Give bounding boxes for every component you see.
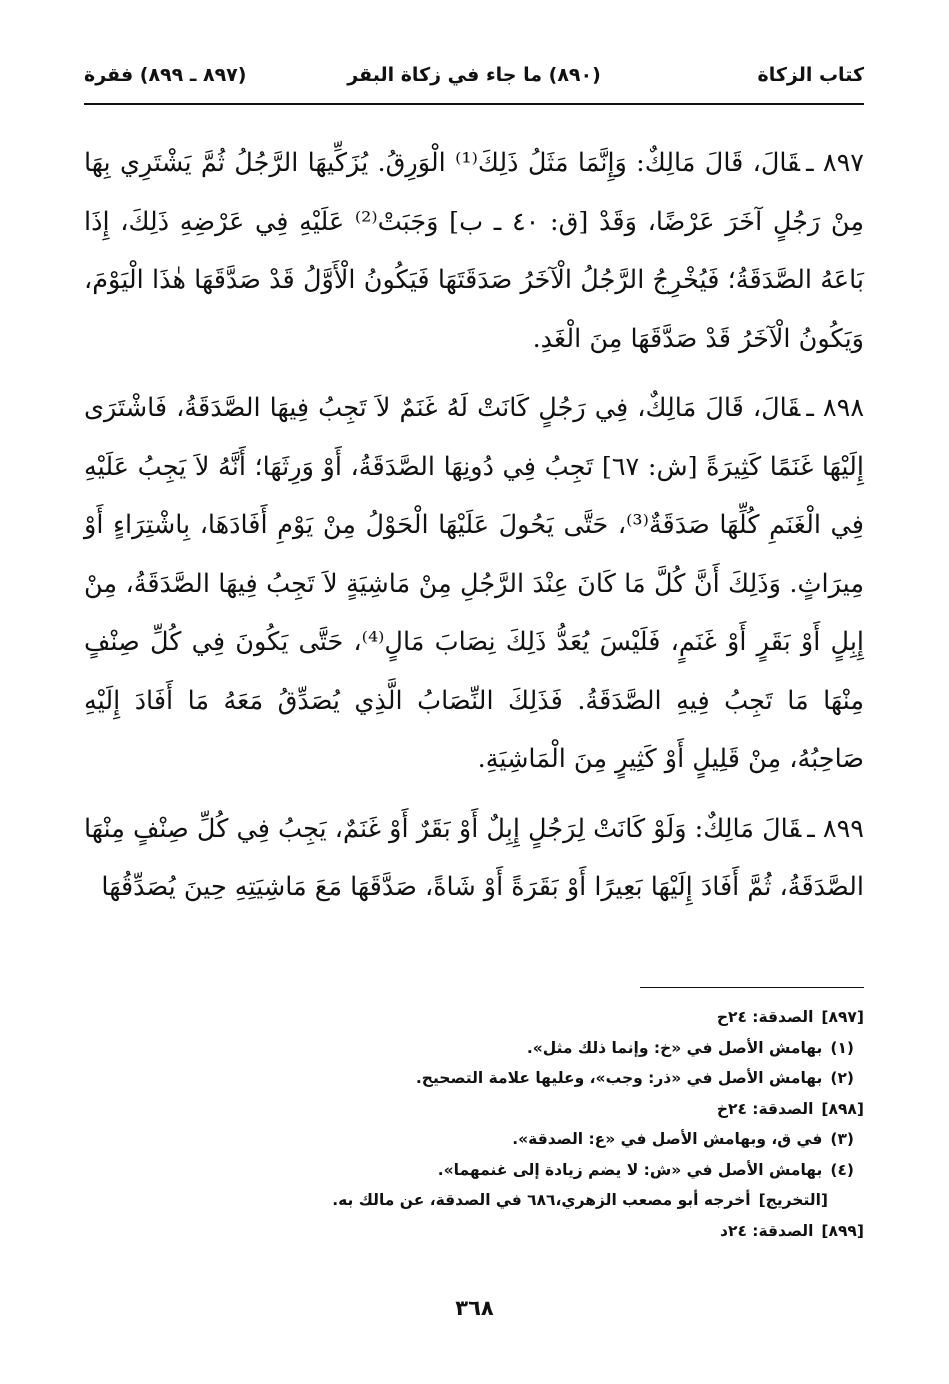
footnote-tag: [٨٩٩] [821,1221,864,1240]
footnote-text: بهامش الأصل في «خ: وإنما ذلك مثل». [526,1038,823,1057]
footnote-tag: (٤) [830,1160,854,1179]
footnote-text: الصدقة: ٢٤ح [716,1008,814,1026]
paragraph-range: (٨٩٧ ـ ٨٩٩) فقرة [84,64,247,86]
footnote-tag: [٨٩٨] [821,1099,864,1118]
footnote-rule [640,987,864,988]
paragraph-text: قَالَ مَالِكٌ: وَلَوْ كَانَتْ لِرَجُلٍ إِبِلٌ أَوْ بَقَرٌ أَوْ غَنَمٌ، يَجِبُ فِي كُلِّ صِنْفٍ مِنْهَا الصَّدَقَةُ، ثُمَّ أَفَادَ إِلَيْهَا بَعِيرًا أَوْ بَقَرَةً أَوْ شَاةً، صَدَّقَهَا مَعَ مَاشِيَتِهِ حِينَ يُصَدِّقُهَا [84,813,864,902]
paragraph-number: ٨٩٧ ـ [806,148,864,178]
paragraph-text: قَالَ، قَالَ مَالِكٌ: وَإِنَّمَا مَثَلُ ذَلِكَ⁽¹⁾ الْوَرِقُ. يُزَكِّيهَا الرَّجُلُ ثُمَّ يَشْتَرِي بِهَا مِنْ رَجُلٍ آخَرَ عَرْضًا، وَقَدْ [ق: ٤٠ ـ ب] وَجَبَتْ⁽²⁾ عَلَيْهِ فِي عَرْضِهِ ذَلِكَ، إِذَا بَاعَهُ الصَّدَقَةُ؛ فَيُخْرِجُ الرَّجُلُ الْآخَرُ صَدَقَتَهَا فَيَكُونُ الْأَوَّلُ قَدْ صَدَّقَهَا هٰذَا الْيَوْمَ، وَيَكُونُ الْآخَرُ قَدْ صَدَّقَهَا مِنَ الْغَدِ. [84,148,864,354]
page-number: ٣٦٨ [455,1296,494,1320]
footnote-text: أخرجه أبو مصعب الزهري،٦٨٦ في الصدقة، عن مالك به. [332,1191,751,1209]
footnote-tag: (٢) [830,1069,854,1087]
running-header [84,58,864,98]
main-text [84,134,864,917]
chapter-title: (٨٩٠) ما جاء في زكاة البقر [347,64,601,86]
footnote-tag: [التخريج] [758,1191,828,1209]
paragraph-text: قَالَ، قَالَ مَالِكٌ، فِي رَجُلٍ كَانَتْ لَهُ غَنَمٌ لاَ تَجِبُ فِيهَا الصَّدَقَةُ، فَاشْتَرَى إِلَيْهَا غَنَمًا كَثِيرَةً [ش: ٦٧] تَجِبُ فِي دُونِهَا الصَّدَقَةُ، أَوْ وَرِثَهَا؛ أَنَّهُ لاَ يَجِبُ عَلَيْهِ فِي الْغَنَمِ كُلِّهَا صَدَقَةٌ⁽³⁾، حَتَّى يَحُولَ عَلَيْهَا الْحَوْلُ مِنْ يَوْمِ أَفَادَهَا، بِاشْتِرَاءٍ أَوْ مِيرَاثٍ. وَذَلِكَ أَنَّ كُلَّ مَا كَانَ عِنْدَ الرَّجُلِ مِنْ مَاشِيَةٍ لاَ تَجِبُ فِيهَا الصَّدَقَةُ، مِنْ إِبِلٍ أَوْ بَقَرٍ أَوْ غَنَمٍ، فَلَيْسَ يُعَدُّ ذَلِكَ نِصَابَ مَالٍ⁽⁴⁾، حَتَّى يَكُونَ فِي كُلِّ صِنْفٍ مِنْهَا مَا تَجِبُ فِيهِ الصَّدَقَةُ. فَذَلِكَ النِّصَابُ الَّذِي يُصَدِّقُ مَعَهُ مَا أَفَادَ إِلَيْهِ صَاحِبُهُ، مِنْ قَلِيلٍ أَوْ كَثِيرٍ مِنَ الْمَاشِيَةِ. [84,393,865,774]
footnote-tag: (١) [830,1038,854,1057]
footnote-tag: [٨٩٧] [821,1008,864,1026]
footnote-tag: (٣) [830,1130,854,1148]
footnote [84,1094,864,1125]
footnote-text: في ق، وبهامش الأصل في «ع: الصدقة». [512,1130,823,1148]
footnote-text: بهامش الأصل في «ذر: وجب»، وعليها علامة التصحيح. [415,1069,823,1087]
footnotes [84,1002,864,1246]
footnote [84,1216,864,1247]
footnote-takhrij [84,1185,864,1216]
footnote [84,1124,864,1155]
book-title: كتاب الزكاة [757,64,864,86]
paragraph-number: ٨٩٩ ـ [807,813,864,844]
footnote [84,1002,864,1033]
paragraph-number: ٨٩٨ ـ [806,393,865,423]
footnote [84,1155,864,1186]
footnote [84,1033,864,1064]
paragraph-898 [84,379,864,789]
footnote-text: بهامش الأصل في «ش: لا يضم زيادة إلى غنمهما». [437,1160,823,1179]
footnote-text: الصدقة: ٢٤خ [716,1099,814,1118]
header-rule [84,103,864,105]
paragraph-899 [84,800,864,917]
footnote-text: الصدقة: ٢٤د [720,1221,814,1240]
paragraph-897 [84,134,864,368]
footnote [84,1063,864,1094]
